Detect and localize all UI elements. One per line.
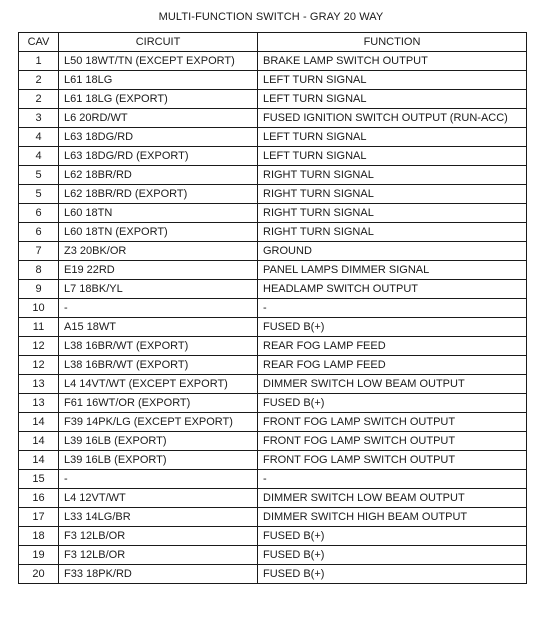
function-cell: FRONT FOG LAMP SWITCH OUTPUT bbox=[258, 451, 527, 470]
function-cell: LEFT TURN SIGNAL bbox=[258, 128, 527, 147]
table-row bbox=[19, 451, 527, 470]
table-row bbox=[19, 185, 527, 204]
circuit-cell: F33 18PK/RD bbox=[59, 565, 258, 584]
table-row bbox=[19, 508, 527, 527]
table-row bbox=[19, 280, 527, 299]
circuit-cell: L38 16BR/WT (EXPORT) bbox=[59, 356, 258, 375]
circuit-cell: Z3 20BK/OR bbox=[59, 242, 258, 261]
function-cell: DIMMER SWITCH LOW BEAM OUTPUT bbox=[258, 375, 527, 394]
table-row bbox=[19, 356, 527, 375]
circuit-cell: E19 22RD bbox=[59, 261, 258, 280]
cav-cell: 16 bbox=[19, 489, 59, 508]
cav-cell: 8 bbox=[19, 261, 59, 280]
table-row bbox=[19, 432, 527, 451]
table-row bbox=[19, 299, 527, 318]
cav-cell: 2 bbox=[19, 90, 59, 109]
circuit-cell: L50 18WT/TN (EXCEPT EXPORT) bbox=[59, 52, 258, 71]
table-row bbox=[19, 128, 527, 147]
function-cell: PANEL LAMPS DIMMER SIGNAL bbox=[258, 261, 527, 280]
function-cell: - bbox=[258, 470, 527, 489]
cav-cell: 10 bbox=[19, 299, 59, 318]
function-cell: DIMMER SWITCH HIGH BEAM OUTPUT bbox=[258, 508, 527, 527]
table-header-row bbox=[19, 33, 527, 52]
function-cell: REAR FOG LAMP FEED bbox=[258, 356, 527, 375]
cav-cell: 6 bbox=[19, 223, 59, 242]
function-cell: LEFT TURN SIGNAL bbox=[258, 147, 527, 166]
circuit-cell: L60 18TN (EXPORT) bbox=[59, 223, 258, 242]
function-cell: BRAKE LAMP SWITCH OUTPUT bbox=[258, 52, 527, 71]
table-row bbox=[19, 337, 527, 356]
cav-cell: 20 bbox=[19, 565, 59, 584]
circuit-cell: L4 14VT/WT (EXCEPT EXPORT) bbox=[59, 375, 258, 394]
table-row bbox=[19, 318, 527, 337]
circuit-cell: L4 12VT/WT bbox=[59, 489, 258, 508]
circuit-cell: L33 14LG/BR bbox=[59, 508, 258, 527]
cav-cell: 5 bbox=[19, 166, 59, 185]
connector-pinout-table bbox=[18, 32, 527, 584]
function-cell: FUSED IGNITION SWITCH OUTPUT (RUN-ACC) bbox=[258, 109, 527, 128]
circuit-cell: - bbox=[59, 470, 258, 489]
function-cell: FUSED B(+) bbox=[258, 527, 527, 546]
column-header-function: FUNCTION bbox=[258, 33, 527, 52]
cav-cell: 19 bbox=[19, 546, 59, 565]
function-cell: DIMMER SWITCH LOW BEAM OUTPUT bbox=[258, 489, 527, 508]
column-header-cav: CAV bbox=[19, 33, 59, 52]
function-cell: REAR FOG LAMP FEED bbox=[258, 337, 527, 356]
function-cell: FUSED B(+) bbox=[258, 318, 527, 337]
circuit-cell: L61 18LG (EXPORT) bbox=[59, 90, 258, 109]
cav-cell: 1 bbox=[19, 52, 59, 71]
circuit-cell: L6 20RD/WT bbox=[59, 109, 258, 128]
function-cell: FRONT FOG LAMP SWITCH OUTPUT bbox=[258, 432, 527, 451]
cav-cell: 18 bbox=[19, 527, 59, 546]
cav-cell: 9 bbox=[19, 280, 59, 299]
table-row bbox=[19, 470, 527, 489]
circuit-cell: L38 16BR/WT (EXPORT) bbox=[59, 337, 258, 356]
cav-cell: 15 bbox=[19, 470, 59, 489]
table-row bbox=[19, 223, 527, 242]
function-cell: FUSED B(+) bbox=[258, 565, 527, 584]
circuit-cell: F3 12LB/OR bbox=[59, 527, 258, 546]
table-row bbox=[19, 413, 527, 432]
table-row bbox=[19, 489, 527, 508]
table-row bbox=[19, 546, 527, 565]
circuit-cell: - bbox=[59, 299, 258, 318]
function-cell: LEFT TURN SIGNAL bbox=[258, 90, 527, 109]
function-cell: RIGHT TURN SIGNAL bbox=[258, 185, 527, 204]
cav-cell: 4 bbox=[19, 128, 59, 147]
circuit-cell: L60 18TN bbox=[59, 204, 258, 223]
table-row bbox=[19, 527, 527, 546]
table-row bbox=[19, 375, 527, 394]
table-row bbox=[19, 90, 527, 109]
circuit-cell: L39 16LB (EXPORT) bbox=[59, 451, 258, 470]
cav-cell: 14 bbox=[19, 432, 59, 451]
circuit-cell: F3 12LB/OR bbox=[59, 546, 258, 565]
function-cell: HEADLAMP SWITCH OUTPUT bbox=[258, 280, 527, 299]
table-title: MULTI-FUNCTION SWITCH - GRAY 20 WAY bbox=[158, 11, 384, 23]
cav-cell: 12 bbox=[19, 356, 59, 375]
circuit-cell: L63 18DG/RD (EXPORT) bbox=[59, 147, 258, 166]
cav-cell: 12 bbox=[19, 337, 59, 356]
column-header-circuit: CIRCUIT bbox=[59, 33, 258, 52]
function-cell: FUSED B(+) bbox=[258, 546, 527, 565]
cav-cell: 3 bbox=[19, 109, 59, 128]
table-row bbox=[19, 261, 527, 280]
table-row bbox=[19, 147, 527, 166]
cav-cell: 17 bbox=[19, 508, 59, 527]
circuit-cell: F39 14PK/LG (EXCEPT EXPORT) bbox=[59, 413, 258, 432]
cav-cell: 13 bbox=[19, 394, 59, 413]
circuit-cell: F61 16WT/OR (EXPORT) bbox=[59, 394, 258, 413]
cav-cell: 2 bbox=[19, 71, 59, 90]
cav-cell: 5 bbox=[19, 185, 59, 204]
circuit-cell: L61 18LG bbox=[59, 71, 258, 90]
circuit-cell: L39 16LB (EXPORT) bbox=[59, 432, 258, 451]
function-cell: RIGHT TURN SIGNAL bbox=[258, 223, 527, 242]
function-cell: LEFT TURN SIGNAL bbox=[258, 71, 527, 90]
cav-cell: 13 bbox=[19, 375, 59, 394]
table-row bbox=[19, 242, 527, 261]
cav-cell: 6 bbox=[19, 204, 59, 223]
function-cell: RIGHT TURN SIGNAL bbox=[258, 204, 527, 223]
circuit-cell: L62 18BR/RD (EXPORT) bbox=[59, 185, 258, 204]
circuit-cell: L62 18BR/RD bbox=[59, 166, 258, 185]
circuit-cell: L7 18BK/YL bbox=[59, 280, 258, 299]
cav-cell: 7 bbox=[19, 242, 59, 261]
table-row bbox=[19, 204, 527, 223]
table-row bbox=[19, 71, 527, 90]
function-cell: FRONT FOG LAMP SWITCH OUTPUT bbox=[258, 413, 527, 432]
function-cell: FUSED B(+) bbox=[258, 394, 527, 413]
circuit-cell: L63 18DG/RD bbox=[59, 128, 258, 147]
table-row bbox=[19, 52, 527, 71]
function-cell: - bbox=[258, 299, 527, 318]
circuit-cell: A15 18WT bbox=[59, 318, 258, 337]
table-row bbox=[19, 109, 527, 128]
function-cell: RIGHT TURN SIGNAL bbox=[258, 166, 527, 185]
cav-cell: 14 bbox=[19, 413, 59, 432]
cav-cell: 4 bbox=[19, 147, 59, 166]
cav-cell: 11 bbox=[19, 318, 59, 337]
function-cell: GROUND bbox=[258, 242, 527, 261]
cav-cell: 14 bbox=[19, 451, 59, 470]
table-row bbox=[19, 166, 527, 185]
table-row bbox=[19, 565, 527, 584]
table-row bbox=[19, 394, 527, 413]
